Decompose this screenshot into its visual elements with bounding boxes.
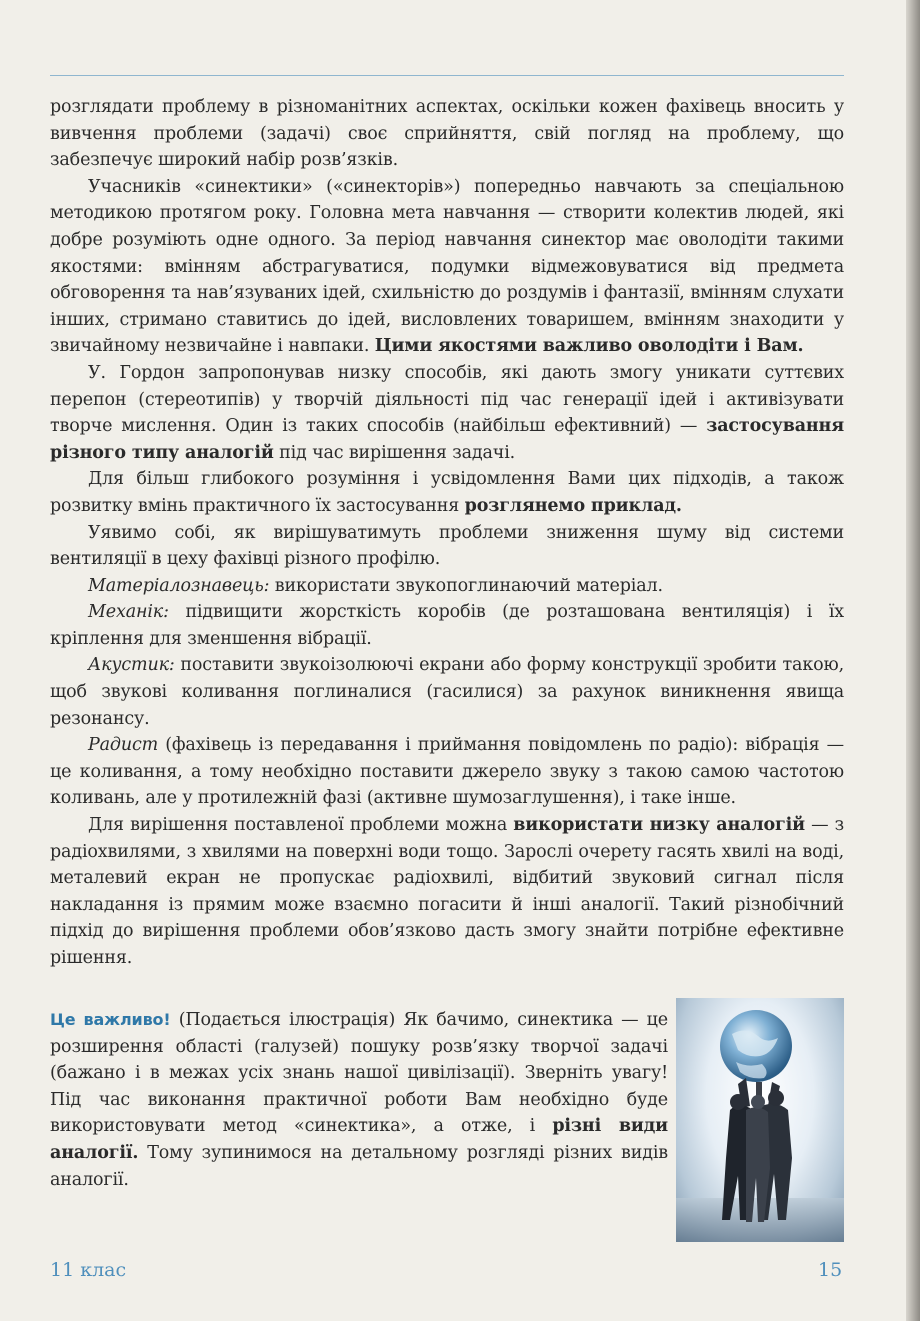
- paragraph-4-bold: розглянемо приклад.: [464, 495, 682, 516]
- important-bold: різні види аналогії.: [50, 1116, 668, 1163]
- paragraph-2: [50, 174, 844, 360]
- paragraph-10-text: Для вирішення поставленої проблеми можна: [88, 815, 514, 836]
- paragraph-2-text: Учасників «синектики» («синекторів») попередньо навчають за спеціальною методикою протягом року. Головна мета навчання — створити колектив людей, які добре розуміють одне одного. За період навчання синектор має оволодіти такими якостями: вмінням абстрагуватися, подумки відмежовуватися від предмета обговорення та нав’язуваних ідей, схильністю до роздумів і фантазії, вмінням слухати інших, стримано ставитись до ідей, висловлених товаришем, вмінням знаходити у звичайному незвичайне і навпаки.: [50, 176, 844, 357]
- paragraph-9: [50, 732, 844, 812]
- paragraph-3: [50, 360, 844, 466]
- paragraph-3-bold: застосування різного типу аналогій: [50, 416, 844, 463]
- paragraph-10-tail: — з радіохвилями, з хвилями на поверхні води тощо. Зарослі очерету гасять хвилі на воді, металевий екран не пропускає радіохвилі, відбитий звуковий сигнал після накладання із прямим може взаємно погасити й інші аналогії. Такий різнобічний підхід до вирішення проблеми обов’язково дасть змогу знайти потрібне ефективне рішення.: [50, 815, 844, 968]
- paragraph-10: [50, 812, 844, 972]
- paragraph-4: [50, 466, 844, 519]
- important-text-1: (Подається ілюстрація) Як бачимо, синектика — це розширення області (галузей) пошуку розв’язку творчої задачі (бажано і в межах усіх знань нашої цивілізації). Зверніть увагу! Під час виконання практичної роботи Вам необхідно буде використовувати метод «синектика», а отже, і: [50, 1010, 668, 1137]
- role-acoustician: Акустик:: [88, 655, 175, 676]
- role-radio-operator: Радист: [88, 735, 159, 756]
- paragraph-6-text: використати звукопоглинаючий матеріал.: [269, 575, 663, 596]
- paragraph-6: [50, 573, 844, 600]
- globe-people-icon: [676, 998, 844, 1242]
- footer-grade: 11 клас: [50, 1259, 127, 1281]
- paragraph-1-text: розглядати проблему в різноманітних аспектах, оскільки кожен фахівець вносить у вивчення проблеми (задачі) своє сприйняття, свій погляд на проблему, що забезпечує широкий набір розв’язків.: [50, 97, 844, 171]
- paragraph-1: [50, 94, 844, 174]
- paragraph-10-bold: використати низку аналогій: [513, 815, 805, 836]
- paragraph-9-text: (фахівець із передавання і приймання повідомлень по радіо): вібрація — це коливання, а тому необхідно поставити джерело звуку з такою самою частотою коливань, але у протилежній фазі (активне шумозаглушення), і таке інше.: [50, 735, 844, 809]
- paragraph-8-text: поставити звукоізолюючі екрани або форму конструкції зробити такою, щоб звукові коливання поглиналися (гасилися) за рахунок виникнення явища резонансу.: [50, 655, 844, 729]
- role-materials-scientist: Матеріалознавець:: [88, 575, 270, 596]
- page-number: 15: [818, 1259, 843, 1281]
- paragraph-3-text: У. Гордон запропонував низку способів, які дають змогу уникати суттєвих перепон (стереотипів) у творчій діяльності під час генерації ідей і активізувати творче мислення. Один із таких способів (найбільш ефективний) —: [50, 362, 844, 437]
- paragraph-4-text: Для більш глибокого розуміння і усвідомлення Вами цих підходів, а також розвитку вмінь практичного їх застосування: [50, 469, 844, 516]
- page-edge-shadow: [906, 0, 920, 1321]
- important-label: Це важливо!: [50, 1010, 171, 1029]
- role-mechanic: Механік:: [88, 602, 169, 623]
- paragraph-2-bold: Цими якостями важливо оволодіти і Вам.: [374, 336, 804, 357]
- main-text: [50, 94, 844, 972]
- paragraph-8: [50, 652, 844, 732]
- top-rule: [50, 75, 844, 76]
- paragraph-5-text: Уявимо собі, як вирішуватимуть проблеми зниження шуму від системи вентиляції в цеху фахівці різного профілю.: [50, 522, 844, 570]
- paragraph-7: [50, 599, 844, 652]
- important-text-2: Тому зупинимося на детальному розгляді різних видів аналогії.: [50, 1142, 668, 1190]
- paragraph-3-tail: під час вирішення задачі.: [273, 442, 516, 463]
- paragraph-7-text: підвищити жорсткість коробів (де розташована вентиляція) і їх кріплення для зменшення вібрації.: [50, 602, 844, 649]
- important-note: [50, 1007, 668, 1193]
- paragraph-5: [50, 520, 844, 573]
- globe-teamwork-illustration: [676, 998, 844, 1242]
